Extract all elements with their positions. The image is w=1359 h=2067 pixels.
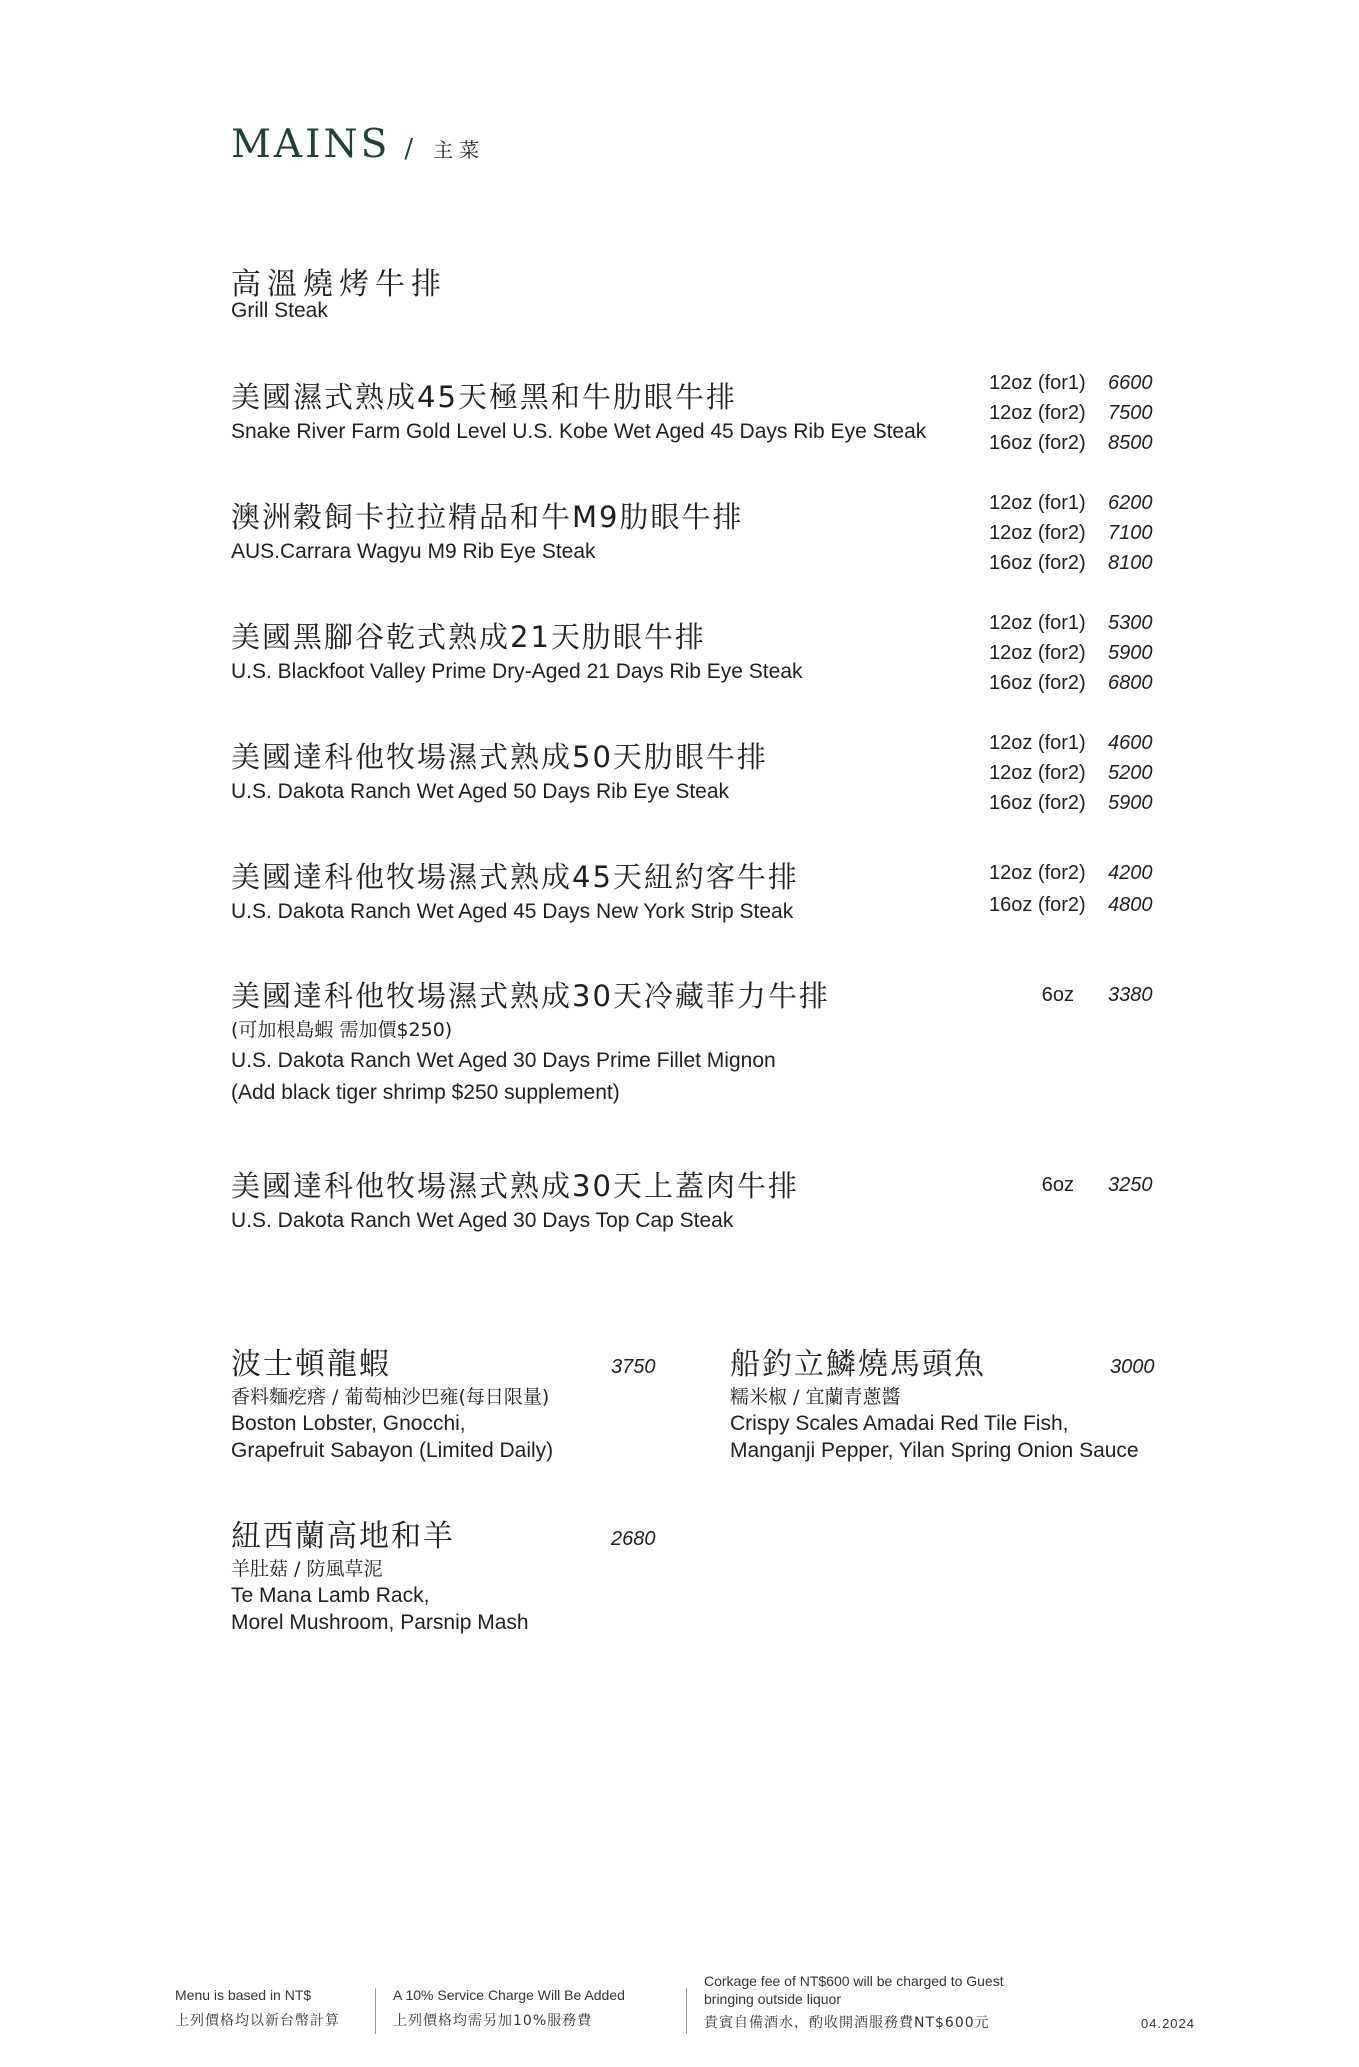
price-value: 7100 bbox=[1108, 522, 1153, 544]
section-title-en: Grill Steak bbox=[231, 299, 328, 322]
price-row bbox=[758, 372, 1158, 402]
section-title-zh: 高溫燒烤牛排 bbox=[231, 267, 447, 302]
footer-divider bbox=[686, 1988, 687, 2034]
price-value: 8500 bbox=[1108, 432, 1153, 454]
portion-size: 12oz (for2) bbox=[989, 642, 1086, 664]
dish-desc-zh: 糯米椒 / 宜蘭青蔥醬 bbox=[730, 1386, 901, 1408]
item-prices bbox=[758, 984, 1158, 1014]
item-name-en: U.S. Dakota Ranch Wet Aged 45 Days New York Strip Steak bbox=[231, 900, 794, 923]
item-name-en: U.S. Blackfoot Valley Prime Dry-Aged 21 Days Rib Eye Steak bbox=[231, 660, 803, 683]
item-name-en: U.S. Dakota Ranch Wet Aged 30 Days Top Cap Steak bbox=[231, 1209, 734, 1232]
price-row bbox=[758, 984, 1158, 1014]
price-row bbox=[758, 642, 1158, 672]
item-name-zh: 澳洲穀飼卡拉拉精品和牛M9肋眼牛排 bbox=[231, 500, 744, 534]
portion-size: 6oz bbox=[1041, 1174, 1074, 1196]
item-name-en: Snake River Farm Gold Level U.S. Kobe Wet Aged 45 Days Rib Eye Steak bbox=[231, 420, 927, 443]
price-value: 4200 bbox=[1108, 862, 1153, 884]
price-row bbox=[758, 792, 1158, 822]
footer-currency-zh: 上列價格均以新台幣計算 bbox=[175, 2013, 340, 2029]
dish-desc-zh: 香料麵疙瘩 / 葡萄柚沙巴雍(每日限量) bbox=[231, 1386, 550, 1408]
footer-corkage-zh: 貴賓自備酒水，酌收開酒服務費NT$600元 bbox=[704, 2015, 990, 2031]
item-name-en: AUS.Carrara Wagyu M9 Rib Eye Steak bbox=[231, 540, 596, 563]
portion-size: 12oz (for2) bbox=[989, 862, 1086, 884]
footer-currency-en: Menu is based in NT$ bbox=[175, 1987, 312, 2003]
item-name-zh: 美國達科他牧場濕式熟成45天紐約客牛排 bbox=[231, 860, 799, 894]
item-prices bbox=[758, 492, 1158, 582]
price-value: 3380 bbox=[1108, 984, 1153, 1006]
footer-corkage-note bbox=[704, 1972, 1004, 2032]
price-row bbox=[758, 612, 1158, 642]
portion-size: 12oz (for1) bbox=[989, 732, 1086, 754]
dish-name-zh: 紐西蘭高地和羊 bbox=[231, 1519, 455, 1554]
footer-divider bbox=[375, 1988, 376, 2034]
item-name-zh: 美國濕式熟成45天極黑和牛肋眼牛排 bbox=[231, 380, 737, 414]
item-name-zh: 美國達科他牧場濕式熟成30天上蓋肉牛排 bbox=[231, 1169, 799, 1203]
footer-service-note bbox=[393, 1986, 625, 2030]
portion-size: 16oz (for2) bbox=[989, 792, 1086, 814]
item-prices bbox=[758, 732, 1158, 822]
portion-size: 12oz (for2) bbox=[989, 522, 1086, 544]
portion-size: 16oz (for2) bbox=[989, 432, 1086, 454]
price-row bbox=[758, 552, 1158, 582]
price-row bbox=[758, 522, 1158, 552]
page-header bbox=[231, 122, 485, 167]
menu-item-dish bbox=[231, 1518, 661, 1636]
price-value: 3250 bbox=[1108, 1174, 1153, 1196]
portion-size: 12oz (for1) bbox=[989, 372, 1086, 394]
item-name-en: U.S. Dakota Ranch Wet Aged 50 Days Rib Eye Steak bbox=[231, 780, 730, 803]
footer-service-en: A 10% Service Charge Will Be Added bbox=[393, 1987, 625, 2003]
price-row bbox=[758, 432, 1158, 462]
title-separator: / bbox=[404, 134, 414, 164]
dish-price: 2680 bbox=[611, 1528, 656, 1550]
dish-price: 3000 bbox=[1110, 1356, 1155, 1378]
portion-size: 12oz (for1) bbox=[989, 612, 1086, 634]
price-value: 5200 bbox=[1108, 762, 1153, 784]
portion-size: 16oz (for2) bbox=[989, 894, 1086, 916]
footer-corkage-en-2: bringing outside liquor bbox=[704, 1991, 841, 2007]
item-note-zh: (可加根島蝦 需加價$250) bbox=[231, 1019, 453, 1041]
price-row bbox=[758, 402, 1158, 432]
item-name-en: U.S. Dakota Ranch Wet Aged 30 Days Prime Fillet Mignon bbox=[231, 1049, 776, 1072]
price-row bbox=[758, 862, 1158, 894]
dish-name-en: Boston Lobster, Gnocchi, bbox=[231, 1412, 466, 1435]
portion-size: 16oz (for2) bbox=[989, 672, 1086, 694]
price-row bbox=[758, 732, 1158, 762]
price-value: 6800 bbox=[1108, 672, 1153, 694]
price-row bbox=[758, 762, 1158, 792]
menu-item-dish bbox=[231, 1346, 661, 1464]
dish-desc-en: Grapefruit Sabayon (Limited Daily) bbox=[231, 1439, 554, 1462]
page-title-zh: 主菜 bbox=[433, 138, 486, 162]
footer-corkage-en: Corkage fee of NT$600 will be charged to Guest bbox=[704, 1973, 1004, 1989]
item-note-en: (Add black tiger shrimp $250 supplement) bbox=[231, 1081, 620, 1104]
footer-currency-note bbox=[175, 1986, 340, 2030]
price-value: 5300 bbox=[1108, 612, 1153, 634]
menu-date: 04.2024 bbox=[1141, 2016, 1195, 2031]
item-prices bbox=[758, 862, 1158, 924]
dish-name-zh: 船釣立鱗燒馬頭魚 bbox=[730, 1347, 986, 1382]
price-value: 5900 bbox=[1108, 792, 1153, 814]
dish-desc-en: Manganji Pepper, Yilan Spring Onion Sauce bbox=[730, 1439, 1139, 1462]
price-value: 8100 bbox=[1108, 552, 1153, 574]
dish-name-en: Crispy Scales Amadai Red Tile Fish, bbox=[730, 1412, 1069, 1435]
dish-price: 3750 bbox=[611, 1356, 656, 1378]
price-value: 6600 bbox=[1108, 372, 1153, 394]
dish-desc-zh: 羊肚菇 / 防風草泥 bbox=[231, 1558, 383, 1580]
price-row bbox=[758, 894, 1158, 924]
item-name-zh: 美國達科他牧場濕式熟成30天冷藏菲力牛排 bbox=[231, 979, 830, 1013]
portion-size: 16oz (for2) bbox=[989, 552, 1086, 574]
item-name-zh: 美國黑腳谷乾式熟成21天肋眼牛排 bbox=[231, 620, 706, 654]
dish-desc-en: Morel Mushroom, Parsnip Mash bbox=[231, 1611, 529, 1634]
price-value: 5900 bbox=[1108, 642, 1153, 664]
item-prices bbox=[758, 372, 1158, 462]
footer-service-zh: 上列價格均需另加10%服務費 bbox=[393, 2013, 593, 2029]
price-value: 7500 bbox=[1108, 402, 1153, 424]
item-prices bbox=[758, 612, 1158, 702]
page-title-en: MAINS bbox=[231, 122, 391, 167]
price-row bbox=[758, 672, 1158, 702]
portion-size: 12oz (for1) bbox=[989, 492, 1086, 514]
dish-name-en: Te Mana Lamb Rack, bbox=[231, 1584, 430, 1607]
page-footer bbox=[0, 1960, 1359, 2050]
portion-size: 12oz (for2) bbox=[989, 402, 1086, 424]
portion-size: 12oz (for2) bbox=[989, 762, 1086, 784]
item-prices bbox=[758, 1174, 1158, 1204]
menu-item-dish bbox=[730, 1346, 1160, 1464]
dish-name-zh: 波士頓龍蝦 bbox=[231, 1347, 391, 1382]
price-value: 6200 bbox=[1108, 492, 1153, 514]
price-value: 4800 bbox=[1108, 894, 1153, 916]
price-row bbox=[758, 492, 1158, 522]
price-value: 4600 bbox=[1108, 732, 1153, 754]
price-row bbox=[758, 1174, 1158, 1204]
portion-size: 6oz bbox=[1041, 984, 1074, 1006]
item-name-zh: 美國達科他牧場濕式熟成50天肋眼牛排 bbox=[231, 740, 768, 774]
